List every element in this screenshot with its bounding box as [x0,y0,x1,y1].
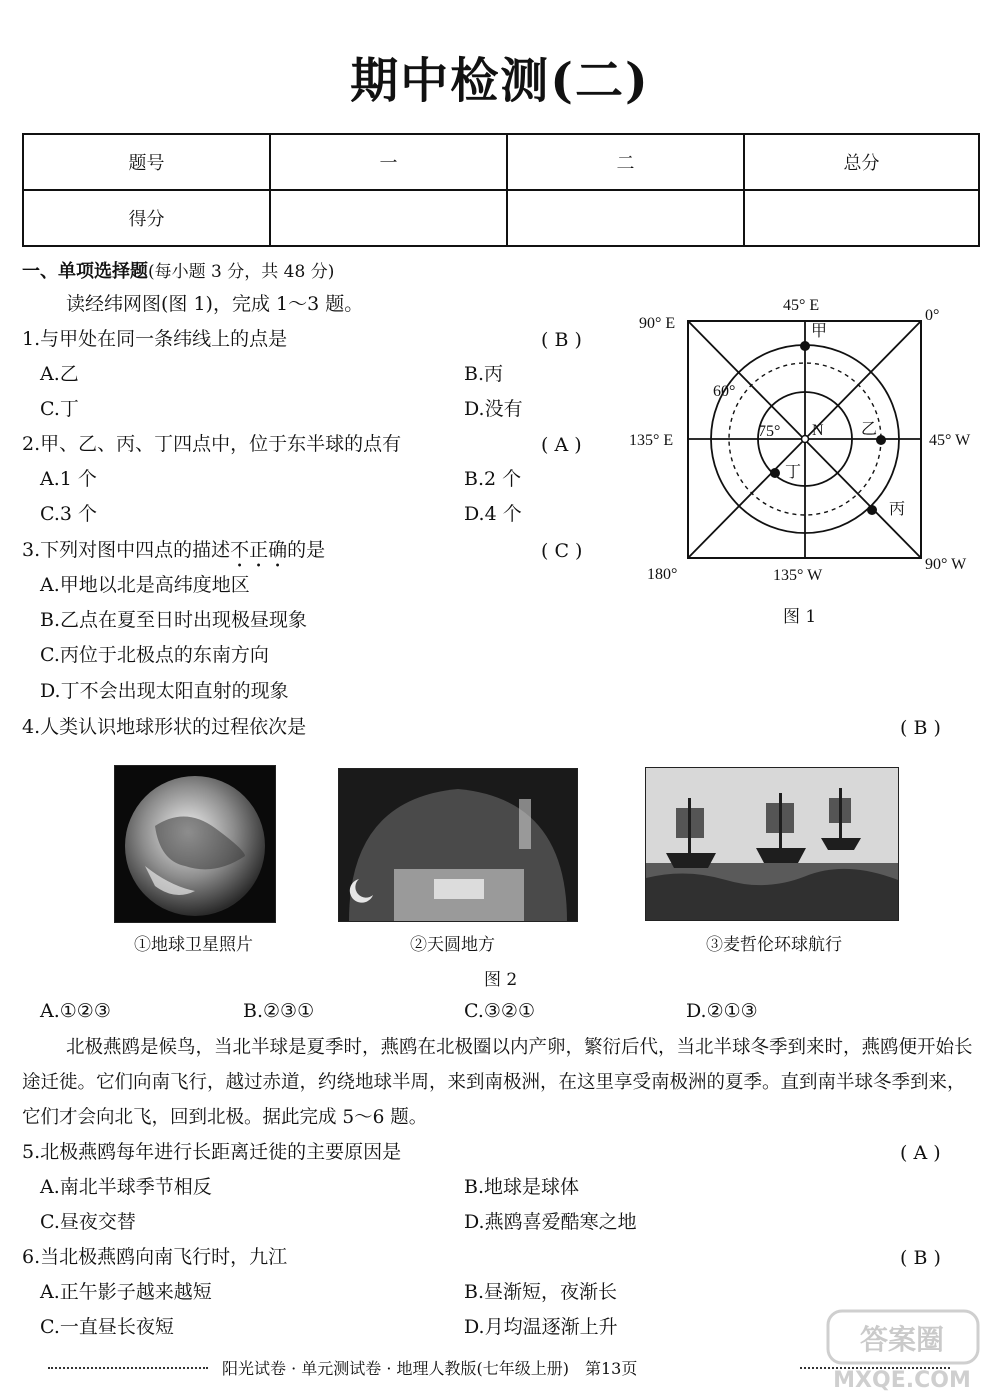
q3-answer: ( C ) [541,540,583,562]
point-ding [770,468,780,478]
label-bottom: 135° W [773,567,823,584]
label-bottom-left: 180° [647,566,678,583]
svg-text:MXQE.COM: MXQE.COM [833,1368,971,1393]
q1-option-a: A.乙 [40,363,79,385]
section-title: 一、单项选择题 [22,261,148,282]
q2-option-d: D.4 个 [464,503,522,525]
q5-option-c: C.昼夜交替 [40,1211,136,1233]
q3-stem-emphasis: 不正确 [230,539,288,561]
q2-answer: ( A ) [541,434,582,456]
q2-option-c: C.3 个 [40,503,98,525]
photo-round-sky-square-earth [338,768,578,922]
label-north-pole: N [812,422,824,439]
q1-answer: ( B ) [541,329,582,351]
point-yi [876,435,886,445]
reading-passage: 北极燕鸥是候鸟，当北半球是夏季时，燕鸥在北极圈以内产卵，繁衍后代，当北半球冬季到来时，燕鸥便开始长途迁徙。它们向南飞行，越过赤道，约绕地球半周，来到南极洲，在这里享受南极洲的夏季。直到南半球冬季到来，它们才会向北飞，回到北极。据此完成 5～6 题。 [22,1037,973,1128]
label-bing: 丙 [889,501,906,518]
score-row-label: 得分 [23,190,270,246]
label-bottom-right: 90° W [925,556,967,573]
q1-option-d: D.没有 [464,398,523,420]
q3-stem-post: 的是 [287,539,326,561]
label-top-left: 90° E [639,315,676,332]
figure1-graticule-map [625,290,985,630]
score-header-label: 题号 [23,134,270,190]
q1-option-b: B.丙 [464,363,504,385]
photo3-caption: ③麦哲伦环球航行 [706,935,842,955]
figure1-caption: 图 1 [783,607,817,627]
score-header-total: 总分 [744,134,979,190]
watermark-logo [820,1305,985,1395]
score-header-part1: 一 [270,134,507,190]
q1-stem: 1.与甲处在同一条纬线上的点是 [22,328,288,350]
q4-option-c: C.③②① [464,1000,535,1022]
q4-option-b: B.②③① [243,1000,315,1022]
intro-q1-3: 读经纬网图(图 1)，完成 1～3 题。 [66,293,364,315]
q6-option-c: C.一直昼长夜短 [40,1316,174,1338]
q6-option-a: A.正午影子越来越短 [40,1281,212,1303]
q1-option-c: C.丁 [40,398,79,420]
label-yi: 乙 [861,421,878,438]
north-pole-point [802,436,809,443]
q3-stem [22,533,325,572]
q5-stem: 5.北极燕鸥每年进行长距离迁徙的主要原因是 [22,1141,402,1163]
q3-option-c: C.丙位于北极点的东南方向 [40,644,269,666]
q6-stem: 6.当北极燕鸥向南飞行时，九江 [22,1246,288,1268]
q2-option-b: B.2 个 [464,468,522,490]
q5-option-a: A.南北半球季节相反 [40,1176,212,1198]
section-note: (每小题 3 分，共 48 分) [148,262,335,282]
page-title: 期中检测(二) [350,53,650,109]
label-lat-60: 60° [713,383,736,400]
photo2-caption: ②天圆地方 [410,935,495,955]
q2-option-a: A.1 个 [40,468,97,490]
q4-stem: 4.人类认识地球形状的过程依次是 [22,716,307,738]
point-jia [800,341,810,351]
q3-option-b: B.乙点在夏至日时出现极昼现象 [40,609,308,631]
footer-rule-left [48,1367,208,1369]
q3-stem-pre: 3.下列对图中四点的描述 [22,539,231,561]
q4-option-a: A.①②③ [40,1000,111,1022]
q3-option-a: A.甲地以北是高纬度地区 [40,574,250,596]
score-cell-total [744,190,979,246]
q3-option-d: D.丁不会出现太阳直射的现象 [40,680,289,702]
q2-stem: 2.甲、乙、丙、丁四点中，位于东半球的点有 [22,433,402,455]
svg-text:答案圈: 答案圈 [859,1323,945,1356]
score-cell-part1 [270,190,507,246]
page-footer: 阳光试卷 · 单元测试卷 · 地理人教版(七年级上册) 第13页 [222,1359,638,1378]
point-bing [867,505,877,515]
figure2-caption: 图 2 [484,970,518,990]
q6-option-d: D.月均温逐渐上升 [464,1316,618,1338]
q4-answer: ( B ) [900,717,941,739]
q6-option-b: B.昼渐短，夜渐长 [464,1281,618,1303]
q5-option-b: B.地球是球体 [464,1176,580,1198]
label-top-right: 0° [925,307,940,324]
q6-answer: ( B ) [900,1247,941,1269]
q5-option-d: D.燕鸥喜爱酷寒之地 [464,1211,637,1233]
label-left: 135° E [629,432,674,449]
label-jia: 甲 [811,323,828,340]
label-ding: 丁 [785,464,802,481]
q5-answer: ( A ) [900,1142,941,1164]
score-table [22,133,980,247]
label-top: 45° E [783,297,820,314]
score-cell-part2 [507,190,744,246]
score-header-part2: 二 [507,134,744,190]
photo1-caption: ①地球卫星照片 [134,935,253,955]
label-lat-75: 75° [758,423,781,440]
section-heading [22,257,334,283]
photo-earth-satellite [114,765,276,923]
label-right: 45° W [929,432,971,449]
q4-option-d: D.②①③ [686,1000,758,1022]
photo-magellan-voyage [645,767,899,921]
